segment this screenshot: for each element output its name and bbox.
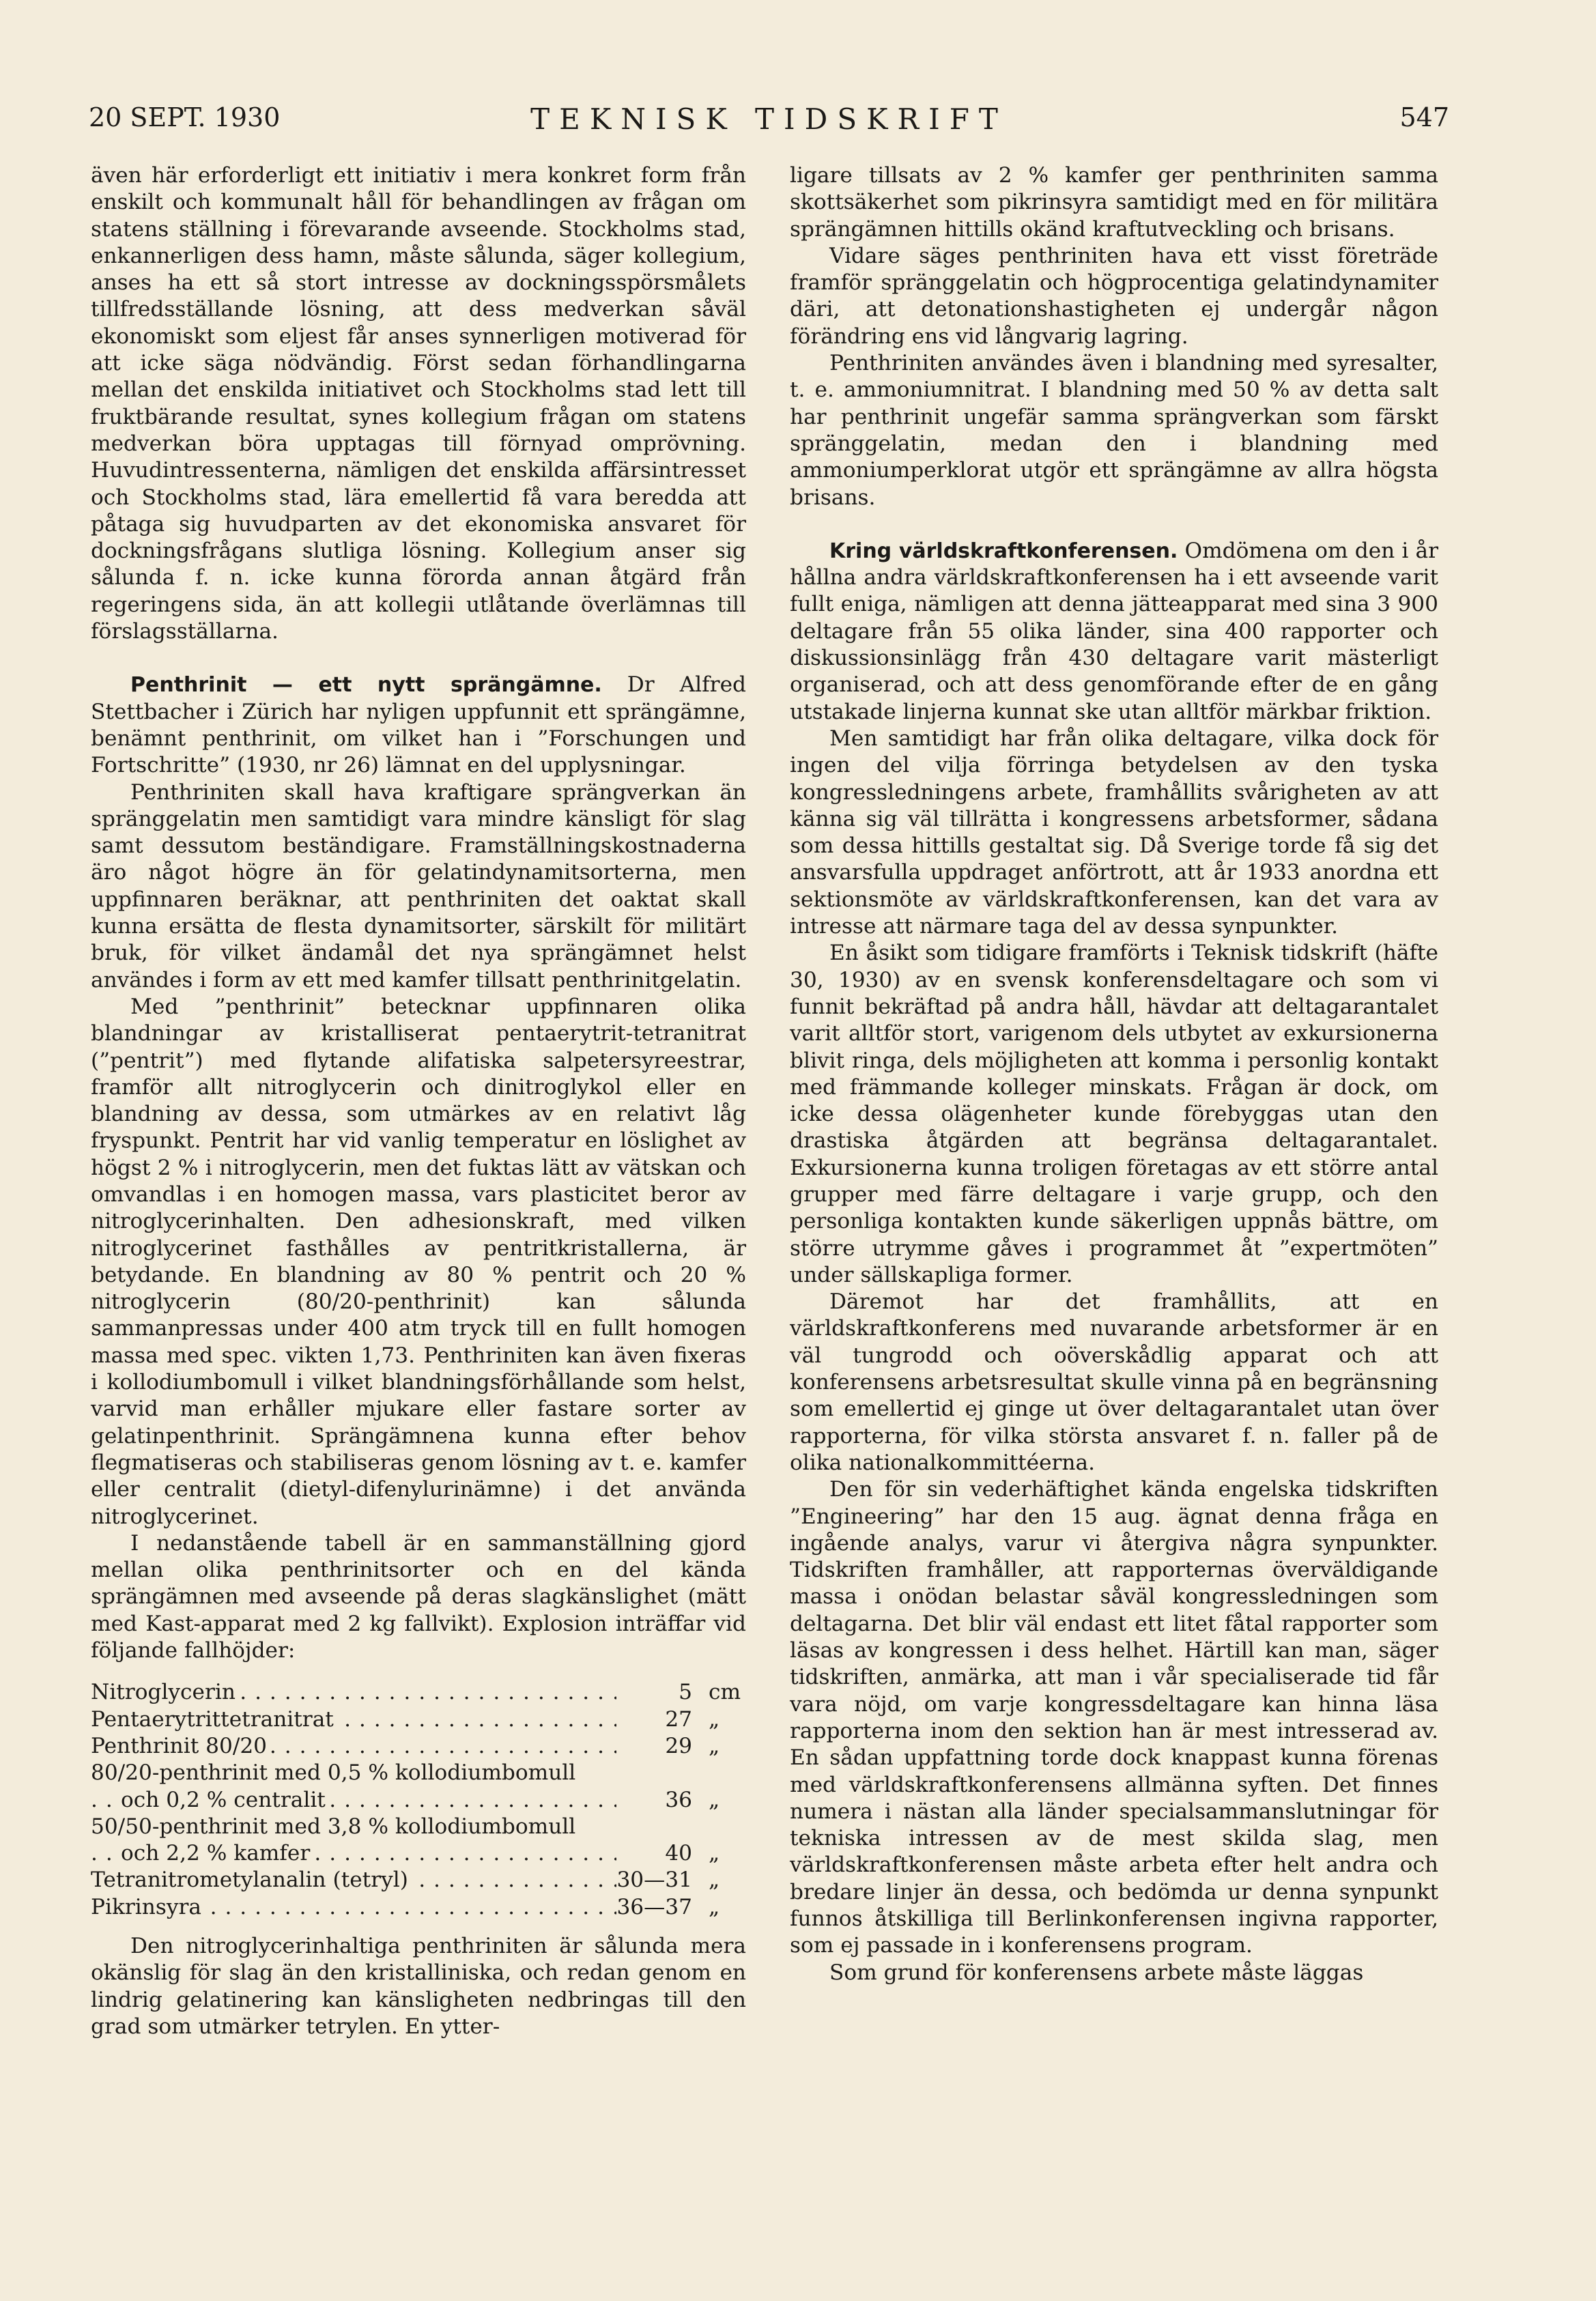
table-value bbox=[616, 1760, 709, 1786]
table-row bbox=[91, 1867, 746, 1893]
table-row bbox=[91, 1679, 746, 1706]
journal-title: TEKNISK TIDSKRIFT bbox=[530, 102, 1008, 136]
right-column bbox=[790, 162, 1438, 1986]
header-date: 20 SEPT. 1930 bbox=[89, 102, 281, 132]
table-unit: „ bbox=[709, 1868, 720, 1893]
table-value: 36—37 bbox=[616, 1894, 692, 1919]
table-value: 27 bbox=[665, 1706, 692, 1732]
table-label-cell bbox=[91, 1679, 616, 1706]
table-label-cell bbox=[91, 1867, 616, 1893]
section-heading: Kring världskraftkonferensen. bbox=[829, 539, 1178, 563]
table-label: och 0,2 % centralit bbox=[121, 1788, 330, 1812]
page-number: 547 bbox=[1399, 102, 1449, 132]
table-label: Tetranitrometylanalin (tetryl) bbox=[91, 1868, 412, 1892]
table-row bbox=[91, 1840, 746, 1867]
table-row bbox=[91, 1814, 746, 1840]
paragraph-text: Dr Alfred Stettbacher i Zürich har nyligen uppfunnit ett sprängämne, benämnt penthrinit, om vilket han i ”Forschungen und Fortschritte” (1930, nr 26) lämnat en del upplysningar. bbox=[91, 672, 746, 778]
paragraph: Penthriniten skall hava kraftigare sprängverkan än spränggelatin men samtidigt vara mindre känsligt för slag samt dessutom beständigare. Framställningskostnaderna äro något högre än för gelatindynamitsorterna, men uppfinnaren beräknar, att penthriniten det oaktat skall kunna ersätta de flesta dynamitsorter, särskilt för militärt bruk, för vilket ändamål det nya sprängämnet helst användes i form av ett med kamfer tillsatt penthrinitgelatin. bbox=[91, 780, 746, 992]
paragraph: ligare tillsats av 2 % kamfer ger penthriniten samma skottsäkerhet som pikrinsyra samtidigt med en för militära sprängämnen hittills okänd kraftutveckling och brisans. bbox=[790, 163, 1438, 242]
table-value: 5 bbox=[679, 1680, 692, 1705]
table-label-cell bbox=[91, 1787, 616, 1814]
table-unit: „ bbox=[709, 1706, 720, 1732]
section-paragraph bbox=[790, 538, 1438, 726]
table-value: 30—31 bbox=[616, 1868, 692, 1893]
paragraph: Den för sin vederhäftighet kända engelska tidskriften ”Engineering” har den 15 aug. ägnat denna fråga en ingående analys, varur vi återgiva några synpunkter. Tidskriften framhåller, att rapporternas överväldigande massa i onödan belastar såväl kongressledningen som deltagarna. Det blir väl endast ett litet fåtal rapporter som läsas av kongressen i dess helhet. Härtill kan man, säger tidskriften, anmärka, att man i vår specialiserade tid får vara nöjd, om varje kongressdeltagare kan hinna läsa rapporterna inom den sektion han är mest intresserad av. En sådan uppfattning torde dock knappast kunna förenas med världskraftkonferensens allmänna syften. Det finnes numera i nästan alla länder specialsammanslutningar för tekniska intressen av de mest skilda slag, men världskraftkonferensen måste arbeta efter helt andra och bredare linjer än dessa, och bedömda ur denna synpunkt funnos åtskilliga till Berlinkonferensen ingivna rapporter, som ej passade in i konferensens program. bbox=[790, 1477, 1438, 1958]
paragraph: Som grund för konferensens arbete måste läggas bbox=[829, 1960, 1364, 1985]
left-column bbox=[91, 162, 746, 2040]
table-unit: „ bbox=[709, 1841, 720, 1866]
table-unit: „ bbox=[709, 1733, 720, 1758]
table-row bbox=[91, 1733, 746, 1760]
table-label-cell bbox=[91, 1894, 616, 1921]
table-label: Pikrinsyra bbox=[91, 1895, 205, 1919]
table-unit: „ bbox=[709, 1894, 720, 1919]
table-value: 40 bbox=[665, 1841, 692, 1866]
table-label: och 2,2 % kamfer bbox=[121, 1841, 314, 1866]
table-label-cell bbox=[91, 1733, 616, 1760]
paragraph: Men samtidigt har från olika deltagare, vilka dock för ingen del vilja förringa betydelsen av den tyska kongressledningens arbete, framhållits svårigheten av att känna sig väl tillrätta i kongressens arbetsformer, sådana som dessa hittills gestaltat sig. Då Sverige torde få sig det ansvarsfulla uppdraget anförtrott, att år 1933 anordna ett sektionsmöte av världskraftkonferensen, kan det vara av intresse att närmare taga del av dessa synpunkter. bbox=[790, 726, 1438, 939]
section-paragraph bbox=[91, 672, 746, 779]
sensitivity-table bbox=[91, 1679, 746, 1921]
paragraph: Den nitroglycerinhaltiga penthriniten är sålunda mera okänslig för slag än den kristalliniska, och redan genom en lindrig gelatinering kan känsligheten nedbringas till den grad som utmärker tetrylen. En ytter- bbox=[91, 1934, 746, 2039]
paragraph: I nedanstående tabell är en sammanställning gjord mellan olika penthrinitsorter och en del kända sprängämnen med avseende på deras slagkänslighet (mätt med Kast-apparat med 2 kg fallvikt). Explosion inträffar vid följande fallhöjder: bbox=[91, 1530, 746, 1663]
table-value: 29 bbox=[665, 1733, 692, 1758]
page-header bbox=[89, 102, 1449, 143]
table-label-cell: 50/50-penthrinit med 3,8 % kollodiumbomull bbox=[91, 1814, 576, 1839]
paragraph: Däremot har det framhållits, att en världskraftkonferens med nuvarande arbetsformer är en väl tungrodd och oöverskådlig apparat och att konferensens arbetsresultat skulle vinna på en begränsning som emellertid ej ginge ut över deltagarantalet utan över rapporterna, för vilka största ansvaret f. n. faller på de olika nationalkommittéerna. bbox=[790, 1289, 1438, 1475]
table-value bbox=[616, 1814, 709, 1840]
table-label-cell bbox=[91, 1706, 616, 1733]
table-label: Penthrinit 80/20 bbox=[91, 1734, 271, 1758]
table-value: 36 bbox=[665, 1787, 692, 1812]
paragraph: Vidare säges penthriniten hava ett visst företräde framför spränggelatin och högprocentiga gelatindynamiter däri, att detonationshastigheten ej undergår någon förändring ens vid långvarig lagring. bbox=[790, 243, 1438, 349]
paragraph: Med ”penthrinit” betecknar uppfinnaren olika blandningar av kristalliserat pentaerytrit-tetranitrat (”pentrit”) med flytande alifatiska salpetersyreestrar, framför allt nitroglycerin och dinitroglykol eller en blandning av dessa, som utmärkes av en relativt låg fryspunkt. Pentrit har vid vanlig temperatur en löslighet av högst 2 % i nitroglycerin, men det fuktas lätt av vätskan och omvandlas i en homogen massa, vars plasticitet beror av nitroglycerinhalten. Den adhesionskraft, med vilken nitroglycerinet fasthålles av pentritkristallerna, är betydande. En blandning av 80 % pentrit och 20 % nitroglycerin (80/20-penthrinit) kan sålunda sammanpressas under 400 atm tryck till en fullt homogen massa med spec. vikten 1,73. Penthriniten kan även fixeras i kollodiumbomull i vilket blandningsförhållande som helst, varvid man erhåller mjukare eller fastare sorter av gelatinpenthrinit. Sprängämnena kunna efter behov flegmatiseras och stabiliseras genom lösning av t. e. kamfer eller centralit (dietyl-difenylurinämne) i det använda nitroglycerinet. bbox=[91, 994, 746, 1529]
paragraph-text: Omdömena om den i år hållna andra världskraftkonferensen ha i ett avseende varit fullt eniga, nämligen att denna jätteapparat med sina 3 900 deltagare från 55 olika länder, sina 400 rapporter och diskussionsinlägg från 430 deltagare varit mästerligt organiserad, och att dess genomförande efter de en gång utstakade linjerna kunnat ske utan alltför märkbar friktion. bbox=[790, 538, 1438, 724]
table-label: Pentaerytrittetranitrat bbox=[91, 1707, 338, 1732]
table-label-cell bbox=[91, 1840, 616, 1867]
table-row bbox=[91, 1706, 746, 1733]
table-label-cell: 80/20-penthrinit med 0,5 % kollodiumbomull bbox=[91, 1760, 576, 1786]
table-row bbox=[91, 1760, 746, 1786]
table-label: Nitroglycerin bbox=[91, 1680, 240, 1704]
table-unit bbox=[709, 1760, 746, 1786]
table-row bbox=[91, 1787, 746, 1814]
paragraph: Penthriniten användes även i blandning med syresalter, t. e. ammoniumnitrat. I blandning med 50 % av detta salt har penthrinit ungefär samma sprängverkan som färskt spränggelatin, medan den i blandning med ammoniumperklorat utgör ett sprängämne av allra högsta brisans. bbox=[790, 351, 1438, 510]
table-unit: cm bbox=[709, 1680, 741, 1705]
paragraph: även här erforderligt ett initiativ i mera konkret form från enskilt och kommunalt håll för behandlingen av frågan om statens ställning i förevarande avseende. Stockholms stad, enkannerligen dess hamn, måste sålunda, säger kollegium, anses ha ett så stort intresse av dockningsspörsmålets tillfredsställande lösning, att dess medverkan såväl ekonomiskt som eljest får anses synnerligen motiverad för att icke säga nödvändig. Först sedan förhandlingarna mellan det enskilda initiativet och Stockholms stad lett till fruktbärande resultat, synes kollegium frågan om statens medverkan böra upptagas till förnyad omprövning. Huvudintressenterna, nämligen det enskilda affärsintresset och Stockholms stad, lära emellertid få vara beredda att påtaga sig huvudparten av det ekonomiska ansvaret för dockningsfrågans slutliga lösning. Kollegium anser sig sålunda f. n. icke kunna förorda annan åtgärd från regeringens sida, än att kollegii utlåtande överlämnas till förslagsställarna. bbox=[91, 163, 746, 644]
section-heading: Penthrinit — ett nytt sprängämne. bbox=[130, 673, 602, 698]
table-unit: „ bbox=[709, 1787, 720, 1812]
paragraph: En åsikt som tidigare framförts i Teknisk tidskrift (häfte 30, 1930) av en svensk konferensdeltagare och som vi funnit bekräftad på andra håll, hävdar att deltagarantalet varit alltför stort, varigenom dels utbytet av exkursionerna blivit ringa, dels möjligheten att komma i personlig kontakt med främmande kolleger minskats. Frågan är dock, om icke dessa olägenheter kunde förebyggas utan den drastiska åtgärden att begränsa deltagarantalet. Exkursionerna kunna troligen företagas av ett större antal grupper med färre deltagare i varje grupp, och den personliga kontakten kunde säkerligen uppnås bättre, om större utrymme gåves i programmet åt ”expertmöten” under sällskapliga former. bbox=[790, 941, 1438, 1287]
table-row bbox=[91, 1894, 746, 1921]
table-unit bbox=[709, 1814, 746, 1840]
